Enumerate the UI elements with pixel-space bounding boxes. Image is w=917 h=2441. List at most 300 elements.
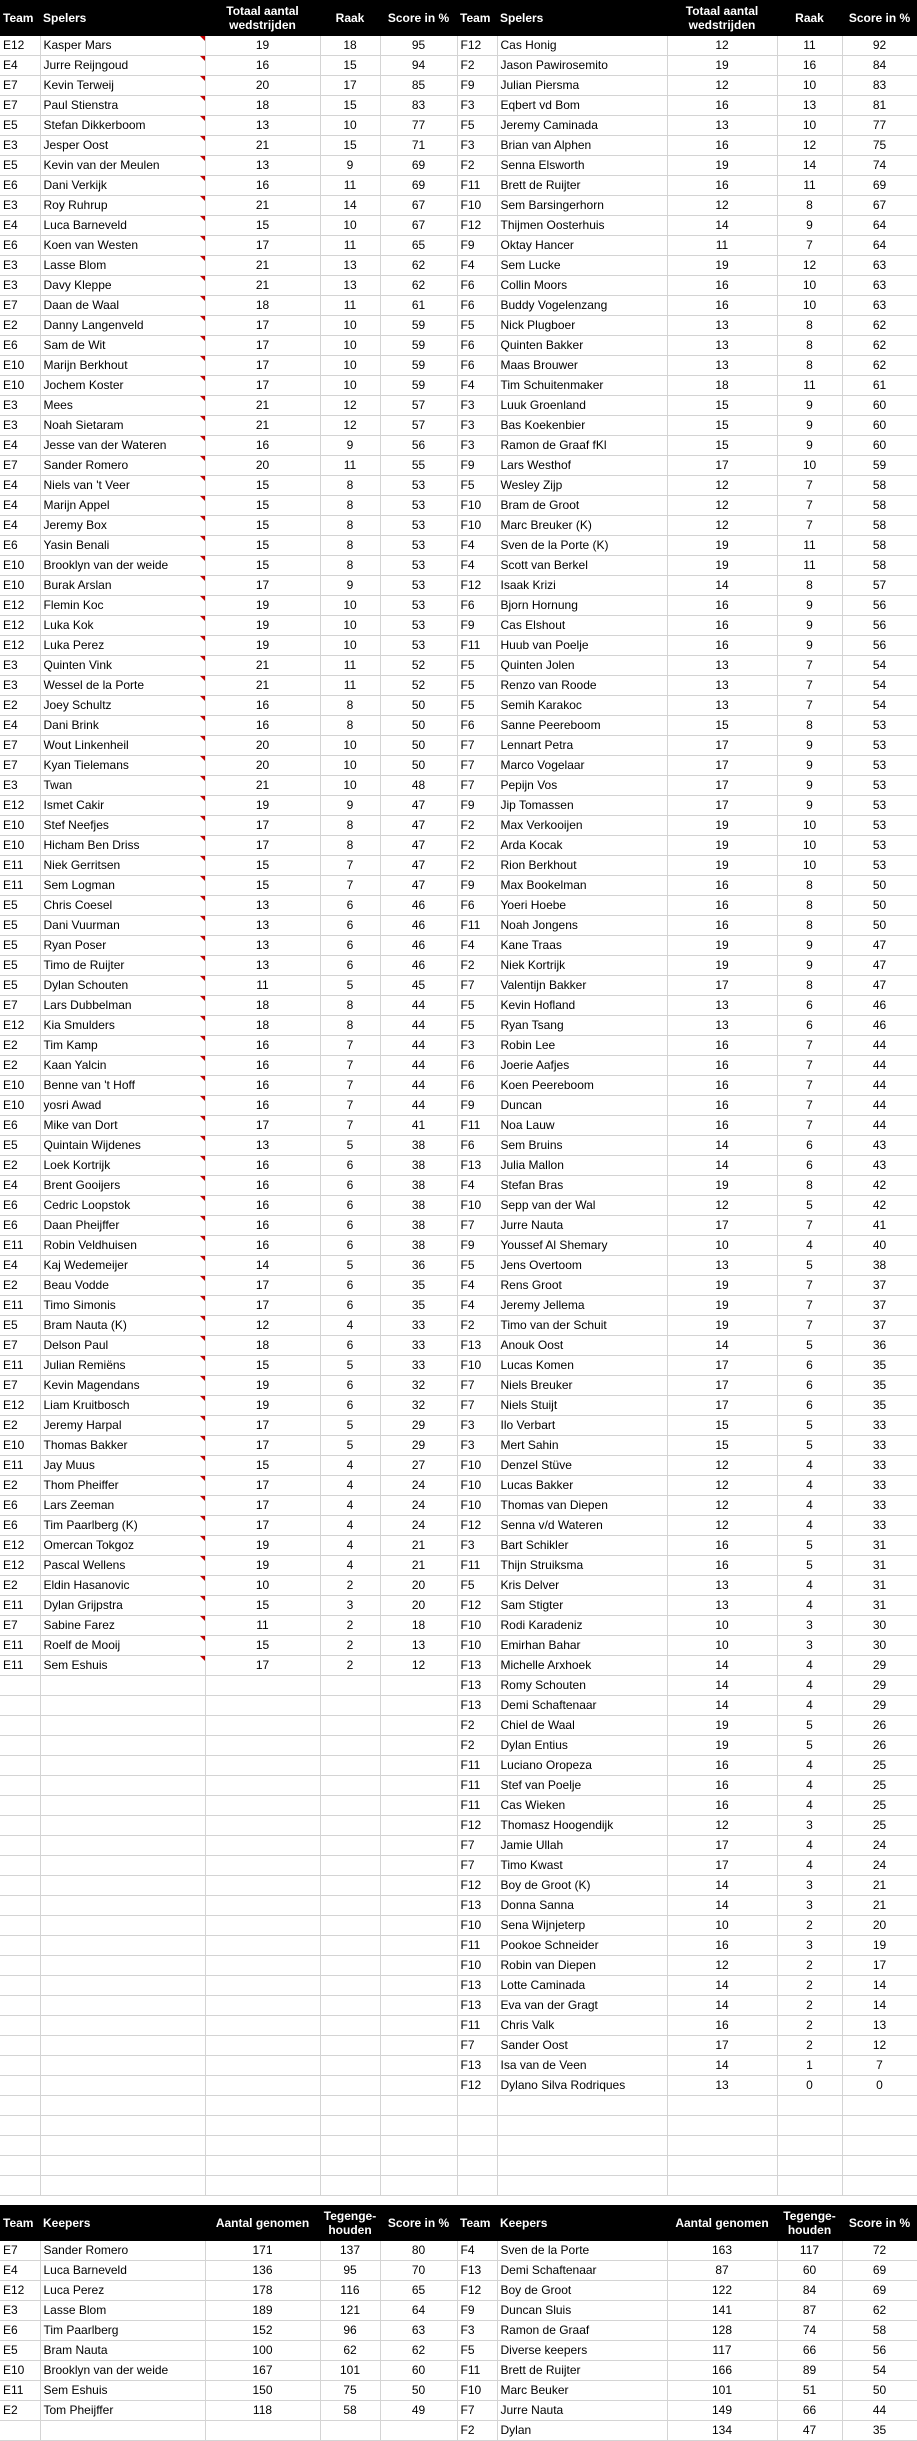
cell-team: E5 bbox=[0, 2341, 40, 2361]
cell-raak bbox=[320, 2036, 380, 2056]
cell-total: 15 bbox=[205, 476, 320, 496]
cell-total: 18 bbox=[667, 376, 777, 396]
cell-total: 15 bbox=[205, 1356, 320, 1376]
cell-score: 33 bbox=[380, 1356, 457, 1376]
cell-total bbox=[205, 1936, 320, 1956]
cell-raak: 3 bbox=[777, 1816, 842, 1836]
player-row bbox=[0, 1576, 917, 1596]
cell-total: 19 bbox=[667, 56, 777, 76]
cell-team: E12 bbox=[0, 1556, 40, 1576]
cell-raak: 10 bbox=[320, 376, 380, 396]
cell-team: E5 bbox=[0, 896, 40, 916]
cell-score: 19 bbox=[842, 1936, 917, 1956]
cell-name: Max Verkooijen bbox=[497, 816, 667, 836]
player-row bbox=[0, 1396, 917, 1416]
player-row bbox=[0, 1856, 917, 1876]
player-row bbox=[0, 1616, 917, 1636]
cell-team: F7 bbox=[457, 2036, 497, 2056]
cell-name: Jeremy Jellema bbox=[497, 1296, 667, 1316]
cell-raak: 4 bbox=[777, 1836, 842, 1856]
cell-name: Noa Lauw bbox=[497, 1116, 667, 1136]
header-score: Score in % bbox=[842, 0, 917, 36]
cell-name: Wessel de la Porte bbox=[40, 676, 205, 696]
player-row bbox=[0, 2156, 917, 2176]
cell-score: 41 bbox=[842, 1216, 917, 1236]
cell-name bbox=[40, 1956, 205, 1976]
player-row bbox=[0, 1296, 917, 1316]
cell-team bbox=[0, 2036, 40, 2056]
cell-raak bbox=[320, 1976, 380, 1996]
player-row bbox=[0, 656, 917, 676]
cell-team: E12 bbox=[0, 596, 40, 616]
cell-team: E3 bbox=[0, 276, 40, 296]
cell-score: 46 bbox=[380, 936, 457, 956]
cell-score bbox=[380, 2136, 457, 2156]
cell-raak: 2 bbox=[320, 1576, 380, 1596]
cell-total: 18 bbox=[205, 1016, 320, 1036]
cell-score: 33 bbox=[842, 1436, 917, 1456]
cell-total: 13 bbox=[205, 1136, 320, 1156]
cell-team: E6 bbox=[0, 2321, 40, 2341]
cell-name: Lennart Petra bbox=[497, 736, 667, 756]
cell-score: 53 bbox=[380, 636, 457, 656]
cell-total: 17 bbox=[667, 776, 777, 796]
cell-total: 16 bbox=[667, 1756, 777, 1776]
cell-team: F13 bbox=[457, 1696, 497, 1716]
cell-raak: 11 bbox=[777, 536, 842, 556]
cell-name: Rens Groot bbox=[497, 1276, 667, 1296]
player-row bbox=[0, 336, 917, 356]
player-row bbox=[0, 316, 917, 336]
player-row bbox=[0, 116, 917, 136]
cell-score: 67 bbox=[842, 196, 917, 216]
cell-raak: 87 bbox=[777, 2301, 842, 2321]
cell-total: 17 bbox=[205, 1116, 320, 1136]
cell-total: 19 bbox=[667, 1176, 777, 1196]
cell-raak: 6 bbox=[320, 1216, 380, 1236]
cell-name: Jeremy Caminada bbox=[497, 116, 667, 136]
player-row bbox=[0, 1756, 917, 1776]
cell-team: F3 bbox=[457, 1416, 497, 1436]
keeper-row bbox=[0, 2241, 917, 2261]
cell-name: Jens Overtoom bbox=[497, 1256, 667, 1276]
cell-name: Omercan Tokgoz bbox=[40, 1536, 205, 1556]
cell-team: E2 bbox=[0, 1576, 40, 1596]
cell-total: 21 bbox=[205, 656, 320, 676]
cell-name: Dylan Schouten bbox=[40, 976, 205, 996]
cell-total: 16 bbox=[667, 616, 777, 636]
cell-name: Sander Romero bbox=[40, 2241, 205, 2261]
cell-team bbox=[0, 2076, 40, 2096]
cell-raak: 4 bbox=[320, 1316, 380, 1336]
player-row bbox=[0, 616, 917, 636]
cell-team: E11 bbox=[0, 1456, 40, 1476]
cell-score: 44 bbox=[380, 1056, 457, 1076]
cell-score: 83 bbox=[380, 96, 457, 116]
cell-raak bbox=[320, 1796, 380, 1816]
cell-score: 29 bbox=[380, 1416, 457, 1436]
player-row bbox=[0, 476, 917, 496]
cell-raak: 8 bbox=[777, 716, 842, 736]
cell-score: 84 bbox=[842, 56, 917, 76]
header-keepers: Keepers bbox=[40, 2205, 205, 2241]
cell-team: F7 bbox=[457, 736, 497, 756]
cell-name: Huub van Poelje bbox=[497, 636, 667, 656]
player-row bbox=[0, 1356, 917, 1376]
cell-name: Stefan Bras bbox=[497, 1176, 667, 1196]
cell-team bbox=[0, 2156, 40, 2176]
cell-raak: 6 bbox=[320, 1276, 380, 1296]
cell-name: Dylan Entius bbox=[497, 1736, 667, 1756]
cell-total: 163 bbox=[667, 2241, 777, 2261]
cell-total: 12 bbox=[667, 516, 777, 536]
cell-total: 21 bbox=[205, 196, 320, 216]
cell-raak: 5 bbox=[777, 1556, 842, 1576]
cell-score: 24 bbox=[380, 1476, 457, 1496]
cell-raak bbox=[320, 2016, 380, 2036]
cell-name: Daan de Waal bbox=[40, 296, 205, 316]
cell-total bbox=[205, 1796, 320, 1816]
cell-raak: 7 bbox=[777, 1076, 842, 1096]
cell-raak: 11 bbox=[320, 656, 380, 676]
cell-team: E4 bbox=[0, 436, 40, 456]
cell-name: Lucas Bakker bbox=[497, 1476, 667, 1496]
cell-score: 41 bbox=[380, 1116, 457, 1136]
cell-total bbox=[205, 2176, 320, 2196]
cell-team: E4 bbox=[0, 1176, 40, 1196]
player-row bbox=[0, 756, 917, 776]
cell-raak: 10 bbox=[777, 456, 842, 476]
cell-name: Roelf de Mooij bbox=[40, 1636, 205, 1656]
cell-score: 44 bbox=[842, 1076, 917, 1096]
cell-raak: 6 bbox=[777, 1376, 842, 1396]
cell-total: 17 bbox=[667, 1376, 777, 1396]
cell-name: Brooklyn van der weide bbox=[40, 2361, 205, 2381]
cell-total: 17 bbox=[205, 1516, 320, 1536]
player-row bbox=[0, 796, 917, 816]
player-row bbox=[0, 1016, 917, 1036]
cell-team: E4 bbox=[0, 516, 40, 536]
player-row bbox=[0, 916, 917, 936]
cell-total: 16 bbox=[667, 1556, 777, 1576]
cell-raak: 7 bbox=[777, 1036, 842, 1056]
cell-raak: 11 bbox=[777, 556, 842, 576]
cell-score bbox=[380, 2036, 457, 2056]
cell-name: Roy Ruhrup bbox=[40, 196, 205, 216]
cell-raak: 6 bbox=[777, 1016, 842, 1036]
cell-score: 62 bbox=[842, 336, 917, 356]
cell-name: Niels Breuker bbox=[497, 1376, 667, 1396]
cell-score bbox=[380, 1816, 457, 1836]
cell-name: Dani Vuurman bbox=[40, 916, 205, 936]
cell-total: 19 bbox=[667, 156, 777, 176]
cell-name: Bram Nauta (K) bbox=[40, 1316, 205, 1336]
cell-total: 19 bbox=[667, 1276, 777, 1296]
cell-score bbox=[380, 1696, 457, 1716]
cell-team bbox=[0, 1736, 40, 1756]
cell-raak: 62 bbox=[320, 2341, 380, 2361]
cell-raak: 47 bbox=[777, 2421, 842, 2441]
cell-score: 59 bbox=[380, 376, 457, 396]
cell-name: Thijmen Oosterhuis bbox=[497, 216, 667, 236]
cell-total: 10 bbox=[667, 1636, 777, 1656]
cell-team: F3 bbox=[457, 136, 497, 156]
cell-team: E10 bbox=[0, 576, 40, 596]
cell-team: F10 bbox=[457, 1496, 497, 1516]
cell-name bbox=[40, 2016, 205, 2036]
cell-total: 87 bbox=[667, 2261, 777, 2281]
cell-team: F7 bbox=[457, 756, 497, 776]
player-row bbox=[0, 2016, 917, 2036]
cell-team: F13 bbox=[457, 1996, 497, 2016]
cell-raak: 9 bbox=[777, 736, 842, 756]
cell-raak: 75 bbox=[320, 2381, 380, 2401]
cell-name: Stefan Dikkerboom bbox=[40, 116, 205, 136]
cell-raak bbox=[320, 1696, 380, 1716]
cell-team: F3 bbox=[457, 416, 497, 436]
cell-total: 118 bbox=[205, 2401, 320, 2421]
cell-score: 24 bbox=[842, 1836, 917, 1856]
cell-raak: 4 bbox=[320, 1476, 380, 1496]
player-row bbox=[0, 1176, 917, 1196]
header-team: Team bbox=[0, 2205, 40, 2241]
cell-team: F7 bbox=[457, 1856, 497, 1876]
cell-score: 46 bbox=[380, 956, 457, 976]
cell-team: E10 bbox=[0, 2361, 40, 2381]
cell-raak: 6 bbox=[320, 916, 380, 936]
cell-total: 13 bbox=[667, 1576, 777, 1596]
player-row bbox=[0, 1036, 917, 1056]
cell-score: 44 bbox=[380, 1076, 457, 1096]
cell-name: Davy Kleppe bbox=[40, 276, 205, 296]
cell-score: 25 bbox=[842, 1776, 917, 1796]
cell-total bbox=[205, 2136, 320, 2156]
cell-name: Donna Sanna bbox=[497, 1896, 667, 1916]
cell-raak: 4 bbox=[777, 1456, 842, 1476]
player-row bbox=[0, 516, 917, 536]
cell-name: Stef Neefjes bbox=[40, 816, 205, 836]
cell-team: F11 bbox=[457, 1116, 497, 1136]
cell-total bbox=[205, 2036, 320, 2056]
cell-score: 57 bbox=[380, 416, 457, 436]
cell-team: F2 bbox=[457, 836, 497, 856]
cell-total: 21 bbox=[205, 416, 320, 436]
cell-team: F7 bbox=[457, 1376, 497, 1396]
cell-total: 16 bbox=[667, 916, 777, 936]
cell-total: 14 bbox=[667, 1896, 777, 1916]
keepers-body bbox=[0, 2241, 917, 2441]
cell-total: 16 bbox=[667, 1536, 777, 1556]
cell-name bbox=[40, 2156, 205, 2176]
cell-name: Demi Schaftenaar bbox=[497, 2261, 667, 2281]
cell-raak: 58 bbox=[320, 2401, 380, 2421]
cell-team: F10 bbox=[457, 1456, 497, 1476]
cell-name: Marijn Appel bbox=[40, 496, 205, 516]
cell-name: Kasper Mars bbox=[40, 36, 205, 56]
cell-total: 12 bbox=[667, 1456, 777, 1476]
cell-team: E7 bbox=[0, 1376, 40, 1396]
cell-team: F6 bbox=[457, 716, 497, 736]
cell-team: E7 bbox=[0, 756, 40, 776]
cell-name: Pookoe Schneider bbox=[497, 1936, 667, 1956]
cell-score: 31 bbox=[842, 1536, 917, 1556]
cell-name: Michelle Arxhoek bbox=[497, 1656, 667, 1676]
cell-raak bbox=[777, 2096, 842, 2116]
cell-score: 50 bbox=[380, 2381, 457, 2401]
cell-name: Thomas Bakker bbox=[40, 1436, 205, 1456]
cell-team: F13 bbox=[457, 1976, 497, 1996]
cell-score: 21 bbox=[380, 1536, 457, 1556]
cell-score: 26 bbox=[842, 1736, 917, 1756]
player-row bbox=[0, 1156, 917, 1176]
cell-name: Luciano Oropeza bbox=[497, 1756, 667, 1776]
cell-raak: 2 bbox=[777, 2036, 842, 2056]
cell-name: Marijn Berkhout bbox=[40, 356, 205, 376]
cell-total: 17 bbox=[205, 1276, 320, 1296]
cell-name bbox=[40, 2036, 205, 2056]
cell-total: 17 bbox=[205, 316, 320, 336]
cell-total bbox=[205, 2076, 320, 2096]
cell-name: Emirhan Bahar bbox=[497, 1636, 667, 1656]
cell-score: 14 bbox=[842, 1996, 917, 2016]
cell-name: Jurre Reijngoud bbox=[40, 56, 205, 76]
cell-total: 14 bbox=[667, 1976, 777, 1996]
cell-raak: 4 bbox=[777, 1776, 842, 1796]
cell-team: F10 bbox=[457, 516, 497, 536]
cell-total: 17 bbox=[205, 1436, 320, 1456]
cell-raak: 7 bbox=[777, 496, 842, 516]
header-raak: Raak bbox=[320, 0, 380, 36]
cell-score: 47 bbox=[842, 956, 917, 976]
cell-name bbox=[40, 2056, 205, 2076]
cell-team: F10 bbox=[457, 2381, 497, 2401]
cell-total: 16 bbox=[667, 136, 777, 156]
cell-team bbox=[0, 1776, 40, 1796]
cell-raak: 2 bbox=[320, 1656, 380, 1676]
cell-score bbox=[380, 2156, 457, 2176]
header-score: Score in % bbox=[380, 0, 457, 36]
cell-team: F13 bbox=[457, 1656, 497, 1676]
cell-raak: 9 bbox=[320, 576, 380, 596]
cell-team: E3 bbox=[0, 776, 40, 796]
cell-name bbox=[40, 1876, 205, 1896]
cell-team: F9 bbox=[457, 1096, 497, 1116]
cell-name bbox=[40, 2176, 205, 2196]
cell-total: 18 bbox=[205, 96, 320, 116]
cell-score: 38 bbox=[380, 1236, 457, 1256]
cell-score: 65 bbox=[380, 2281, 457, 2301]
cell-total: 12 bbox=[667, 196, 777, 216]
cell-name bbox=[40, 1796, 205, 1816]
cell-total: 12 bbox=[667, 36, 777, 56]
keeper-row bbox=[0, 2421, 917, 2441]
cell-name: Ramon de Graaf bbox=[497, 2321, 667, 2341]
cell-total: 16 bbox=[205, 1176, 320, 1196]
cell-score: 62 bbox=[842, 356, 917, 376]
cell-score: 56 bbox=[842, 2341, 917, 2361]
cell-name: Noah Sietaram bbox=[40, 416, 205, 436]
cell-total: 14 bbox=[667, 576, 777, 596]
cell-team: F2 bbox=[457, 56, 497, 76]
cell-total: 150 bbox=[205, 2381, 320, 2401]
cell-raak: 11 bbox=[320, 176, 380, 196]
cell-name: Jamie Ullah bbox=[497, 1836, 667, 1856]
cell-score: 25 bbox=[842, 1756, 917, 1776]
cell-score: 33 bbox=[842, 1496, 917, 1516]
cell-name: Brett de Ruijter bbox=[497, 2361, 667, 2381]
cell-name: Semih Karakoc bbox=[497, 696, 667, 716]
cell-total: 11 bbox=[667, 236, 777, 256]
cell-team: F12 bbox=[457, 1816, 497, 1836]
cell-team: E3 bbox=[0, 196, 40, 216]
cell-team: E6 bbox=[0, 1116, 40, 1136]
player-row bbox=[0, 456, 917, 476]
cell-team bbox=[0, 1696, 40, 1716]
cell-total bbox=[205, 1956, 320, 1976]
cell-score: 75 bbox=[842, 136, 917, 156]
keepers-table bbox=[0, 2205, 917, 2441]
cell-score bbox=[380, 1996, 457, 2016]
cell-score: 53 bbox=[842, 756, 917, 776]
cell-team: F10 bbox=[457, 1356, 497, 1376]
cell-total: 19 bbox=[667, 936, 777, 956]
cell-score: 63 bbox=[380, 2321, 457, 2341]
player-row bbox=[0, 1816, 917, 1836]
cell-raak: 51 bbox=[777, 2381, 842, 2401]
cell-score bbox=[842, 2116, 917, 2136]
cell-total: 14 bbox=[667, 1136, 777, 1156]
player-row bbox=[0, 296, 917, 316]
cell-raak: 4 bbox=[777, 1656, 842, 1676]
cell-score: 29 bbox=[842, 1656, 917, 1676]
cell-raak bbox=[320, 2421, 380, 2441]
cell-name: Dani Verkijk bbox=[40, 176, 205, 196]
cell-name: Ilo Verbart bbox=[497, 1416, 667, 1436]
cell-total: 14 bbox=[667, 216, 777, 236]
cell-raak: 5 bbox=[320, 1416, 380, 1436]
header-aantal: Aantal genomen bbox=[205, 2205, 320, 2241]
cell-raak: 9 bbox=[320, 796, 380, 816]
cell-name: Luca Perez bbox=[40, 2281, 205, 2301]
cell-score: 24 bbox=[842, 1856, 917, 1876]
cell-raak: 4 bbox=[777, 1496, 842, 1516]
cell-total: 17 bbox=[205, 336, 320, 356]
cell-score: 33 bbox=[842, 1456, 917, 1476]
cell-raak: 4 bbox=[320, 1516, 380, 1536]
cell-score: 58 bbox=[842, 2321, 917, 2341]
player-row bbox=[0, 636, 917, 656]
cell-total: 122 bbox=[667, 2281, 777, 2301]
cell-team: E6 bbox=[0, 336, 40, 356]
cell-name bbox=[40, 1756, 205, 1776]
cell-raak: 8 bbox=[320, 516, 380, 536]
cell-total: 16 bbox=[667, 876, 777, 896]
cell-raak bbox=[320, 2116, 380, 2136]
cell-name bbox=[40, 1916, 205, 1936]
cell-team bbox=[457, 2176, 497, 2196]
cell-raak: 2 bbox=[320, 1616, 380, 1636]
cell-team: F7 bbox=[457, 976, 497, 996]
player-row bbox=[0, 936, 917, 956]
cell-score bbox=[380, 1796, 457, 1816]
cell-score: 53 bbox=[380, 556, 457, 576]
cell-total: 15 bbox=[667, 1416, 777, 1436]
cell-team: F3 bbox=[457, 1536, 497, 1556]
cell-score bbox=[380, 2116, 457, 2136]
spelers-body bbox=[0, 36, 917, 2196]
cell-total: 13 bbox=[205, 956, 320, 976]
cell-score: 65 bbox=[380, 236, 457, 256]
